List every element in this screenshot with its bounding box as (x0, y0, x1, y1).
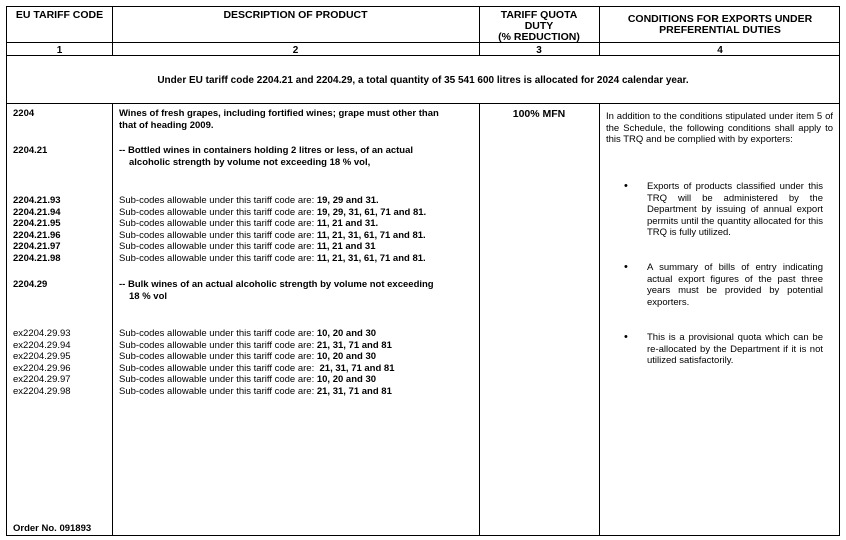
column-number-2: 2 (292, 45, 299, 56)
row-code: 2204.21.94 (13, 206, 61, 218)
condition-bullet-1: Exports of products classified under this TRQ will be administered by the Department by issuing of annual export permits until the quantity allocated for this TRQ is fully utilized. (647, 181, 823, 238)
subcode-prefix: Sub-codes allowable under this tariff code are: (119, 362, 317, 374)
group2-rows (7, 328, 479, 397)
row-code: 2204.21.97 (13, 241, 61, 252)
header-tariff-quota-line2: DUTY (524, 20, 554, 32)
subcode-values: 11, 21 and 31. (316, 218, 379, 229)
subcode-values: 21, 31, 71 and 81 (316, 339, 392, 351)
desc-2204-line2: that of heading 2009. (119, 120, 214, 131)
condition-bullet-2: A summary of bills of entry indicating actual export figures of the past three years must be provided by potential exporters. (647, 262, 823, 308)
col-divider-1-body (112, 103, 113, 536)
header-tariff-quota (479, 10, 599, 43)
subcode-values: 11, 21, 31, 61, 71 and 81. (316, 252, 426, 264)
subcode-values: 21, 31, 71 and 81 (316, 385, 392, 397)
table-row (7, 253, 479, 265)
condition-bullet-3: This is a provisional quota which can be re-allocated by the Department if it is not utilized satisfactorily. (647, 332, 823, 366)
desc-2204-29-line2: 18 % vol (129, 291, 168, 302)
row-subcodes (119, 363, 395, 375)
group1-rows (7, 195, 479, 264)
row-subcodes (119, 218, 378, 230)
row-code: 2204.21.93 (13, 195, 61, 206)
row-code: 2204.21.98 (13, 252, 61, 264)
col-divider-2-body (479, 103, 480, 536)
desc-2204-29-line1: -- Bulk wines of an actual alcoholic strength by volume not exceeding (119, 279, 434, 290)
row-subcodes (119, 241, 375, 253)
desc-2204-21 (119, 145, 413, 169)
row-subcodes (119, 386, 392, 398)
row-code: ex2204.29.97 (13, 374, 71, 385)
column-number-1: 1 (56, 45, 63, 56)
subcode-values: 10, 20 and 30 (316, 374, 377, 385)
subcode-values: 19, 29 and 31. (316, 195, 379, 206)
row-subcodes (119, 340, 392, 352)
table-row (7, 328, 479, 340)
column-number-4: 4 (717, 45, 723, 56)
row-subcodes (119, 207, 426, 219)
bullet-icon: • (624, 180, 628, 192)
row-subcodes (119, 195, 379, 207)
subcode-prefix: Sub-codes allowable under this tariff code are: (119, 218, 317, 229)
code-2204-29: 2204.29 (13, 279, 48, 290)
row-code: ex2204.29.93 (13, 328, 71, 339)
allocation-banner: Under EU tariff code 2204.21 and 2204.29, a total quantity of 35 541 600 litres is allocated for 2024 calendar year. (157, 75, 689, 86)
header-conditions-line2: PREFERENTIAL DUTIES (659, 24, 781, 36)
code-2204: 2204 (13, 108, 35, 119)
header-conditions-line1: CONDITIONS FOR EXPORTS UNDER (627, 13, 813, 25)
subcode-values: 10, 20 and 30 (316, 328, 377, 339)
row-divider-numbers (7, 42, 839, 43)
table-row (7, 340, 479, 352)
bullet-icon: • (624, 331, 628, 343)
tariff-quota-table (6, 6, 840, 536)
subcode-prefix: Sub-codes allowable under this tariff code are: (119, 374, 317, 385)
row-code: ex2204.29.98 (13, 385, 71, 397)
subcode-prefix: Sub-codes allowable under this tariff code are: (119, 241, 317, 252)
subcode-prefix: Sub-codes allowable under this tariff code are: (119, 328, 317, 339)
row-code: 2204.21.95 (13, 218, 61, 229)
header-conditions (599, 14, 841, 36)
row-code: 2204.21.96 (13, 229, 61, 241)
subcode-prefix: Sub-codes allowable under this tariff code are: (119, 351, 317, 362)
row-code: ex2204.29.94 (13, 339, 71, 351)
column-number-3: 3 (536, 45, 542, 56)
header-tariff-quota-line3: (% REDUCTION) (498, 31, 580, 43)
subcode-prefix: Sub-codes allowable under this tariff code are: (119, 339, 317, 351)
code-2204-21: 2204.21 (13, 145, 48, 156)
header-eu-tariff-code: EU TARIFF CODE (15, 9, 104, 21)
subcode-values: 11, 21, 31, 61, 71 and 81. (316, 229, 426, 241)
col-divider-3-body (599, 103, 600, 536)
row-divider-banner-bottom (7, 103, 839, 104)
row-subcodes (119, 328, 376, 340)
order-number: Order No. 091893 (13, 523, 92, 534)
table-row (7, 241, 479, 253)
table-row (7, 363, 479, 375)
subcode-values: 21, 31, 71 and 81 (316, 362, 395, 374)
table-row (7, 386, 479, 398)
subcode-values: 11, 21 and 31 (316, 241, 376, 252)
subcode-prefix: Sub-codes allowable under this tariff code are: (119, 385, 317, 397)
subcode-prefix: Sub-codes allowable under this tariff code are: (119, 229, 317, 241)
header-tariff-quota-line1: TARIFF QUOTA (500, 9, 578, 21)
table-row (7, 207, 479, 219)
subcode-prefix: Sub-codes allowable under this tariff code are: (119, 195, 317, 206)
row-subcodes (119, 351, 376, 363)
table-row (7, 374, 479, 386)
subcode-prefix: Sub-codes allowable under this tariff code are: (119, 206, 317, 218)
row-subcodes (119, 374, 376, 386)
desc-2204-21-line1: -- Bottled wines in containers holding 2 litres or less, of an actual (119, 145, 414, 156)
bullet-icon: • (624, 261, 628, 273)
subcode-prefix: Sub-codes allowable under this tariff code are: (119, 252, 317, 264)
row-code: ex2204.29.96 (13, 362, 71, 374)
row-subcodes (119, 253, 426, 265)
table-row (7, 218, 479, 230)
row-code: ex2204.29.95 (13, 351, 71, 362)
desc-2204-29 (119, 279, 434, 303)
duty-mfn: 100% MFN (512, 108, 566, 120)
desc-2204-line1: Wines of fresh grapes, including fortified wines; grape must other than (119, 108, 439, 119)
header-description: DESCRIPTION OF PRODUCT (223, 9, 368, 21)
conditions-intro: In addition to the conditions stipulated under item 5 of the Schedule, the following conditions shall apply to this TRQ and be complied with by exporters: (606, 111, 833, 145)
table-row (7, 230, 479, 242)
table-row (7, 195, 479, 207)
subcode-values: 10, 20 and 30 (316, 351, 377, 362)
subcode-values: 19, 29, 31, 61, 71 and 81. (316, 206, 427, 218)
desc-2204 (119, 108, 439, 132)
row-subcodes (119, 230, 426, 242)
desc-2204-21-line2: alcoholic strength by volume not exceeding 18 % vol, (129, 157, 371, 168)
table-row (7, 351, 479, 363)
